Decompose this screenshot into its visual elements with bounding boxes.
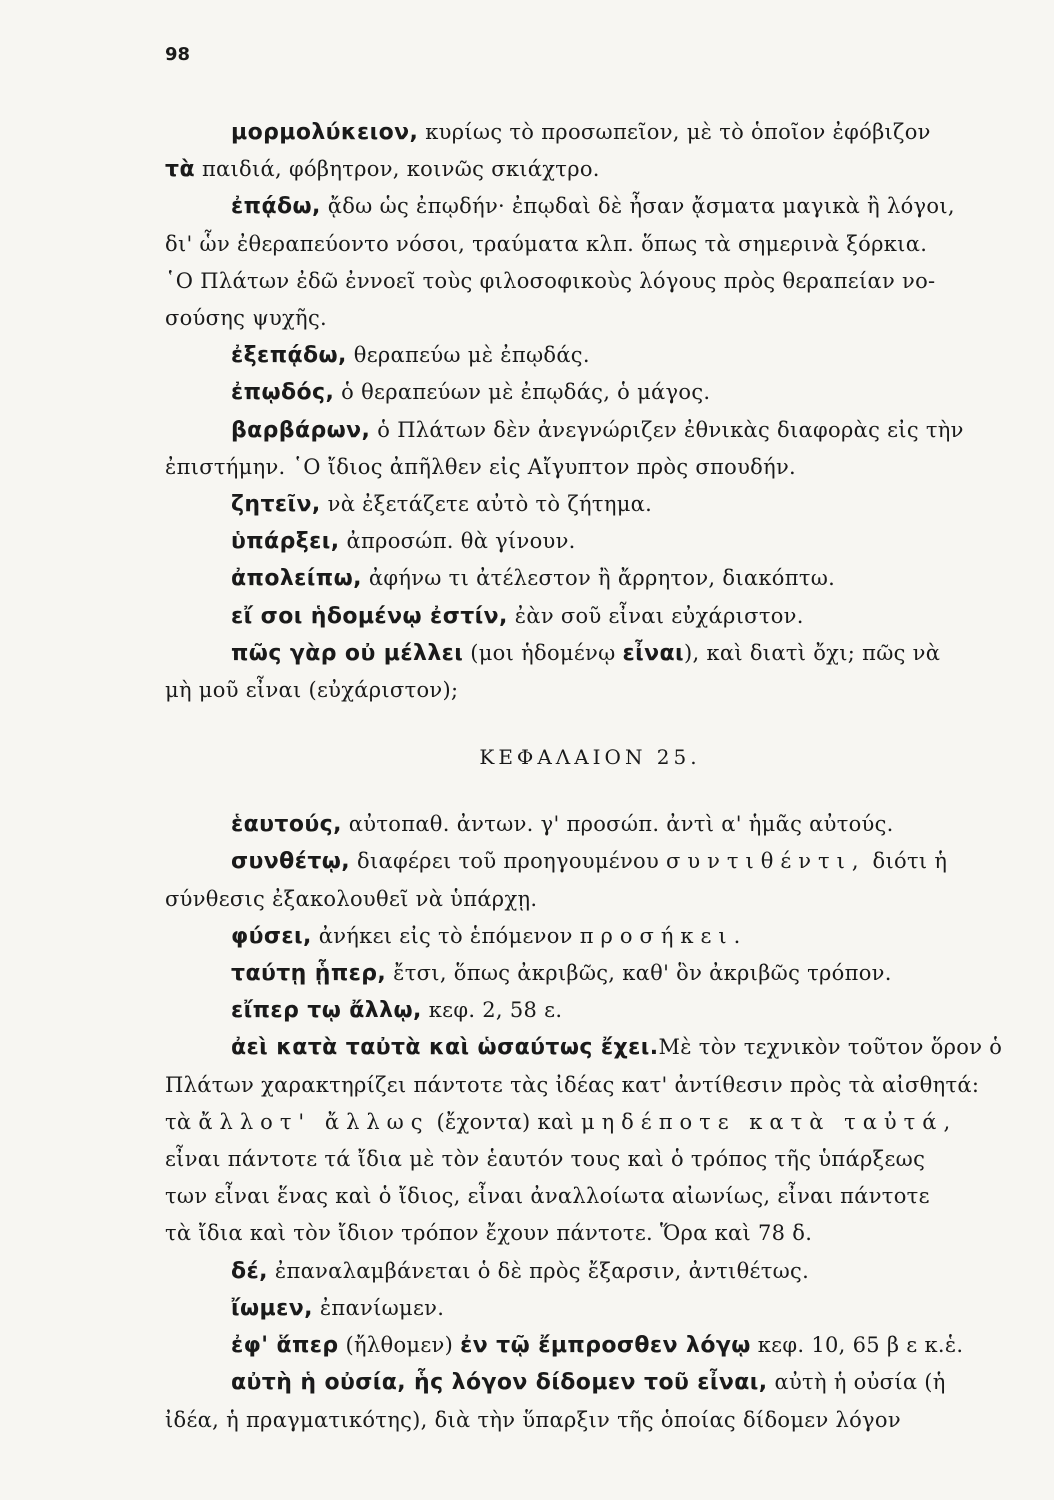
- entry-line: [165, 486, 1015, 523]
- text-line: σύνθεσις ἐξακολουθεῖ νὰ ὑπάρχῃ.: [165, 886, 538, 911]
- text-line: σούσης ψυχῆς.: [165, 306, 327, 331]
- entry-line: [165, 1029, 1015, 1066]
- headword: εἴ σοι ἡδομένῳ ἐστίν,: [231, 603, 508, 629]
- page-number: 98: [165, 44, 191, 65]
- text-line: [165, 151, 1015, 188]
- entry-line: [165, 523, 1015, 560]
- headword: ἀεὶ κατὰ ταὐτὰ καὶ ὡσαύτως ἔχει.: [231, 1035, 659, 1061]
- spaced-word: ἄλλοτ' ἄλλως: [198, 1109, 430, 1134]
- entry-line: [165, 1327, 1015, 1364]
- entry-line: [165, 1253, 1015, 1290]
- gloss: κυρίως τὸ προσωπεῖον, μὲ τὸ ὁποῖον ἐφόβιζον: [418, 120, 931, 144]
- headword: φύσει,: [231, 923, 312, 949]
- headword: ταύτῃ ᾗπερ,: [231, 961, 387, 987]
- headword: ὑπάρξει,: [231, 529, 340, 555]
- gloss: (ἔχοντα) καὶ: [429, 1109, 581, 1134]
- entry-line: [165, 1290, 1015, 1327]
- gloss: ἐπανίωμεν.: [312, 1295, 445, 1320]
- entry-line: [165, 992, 1015, 1029]
- headword: αὐτὴ ἡ οὐσία, ἧς λόγον δίδομεν τοῦ εἶναι,: [231, 1370, 768, 1396]
- entry-line: [165, 635, 1015, 672]
- gloss: ἔτσι, ὅπως ἀκριβῶς, καθ' ὃν ἀκριβῶς τρόπον.: [386, 961, 892, 986]
- headword: συνθέτῳ,: [231, 849, 351, 875]
- gloss: θεραπεύω μὲ ἐπῳδάς.: [346, 343, 590, 368]
- gloss: διαφέρει τοῦ προηγουμένου: [350, 849, 667, 874]
- headword: ἴωμεν,: [231, 1295, 313, 1321]
- text-line: των εἶναι ἕνας καὶ ὁ ἴδιος, εἶναι ἀναλλοίωτα αἰωνίως, εἶναι πάντοτε: [165, 1184, 930, 1209]
- headword: μορμολύκειον,: [231, 120, 419, 145]
- entry-line: [165, 843, 1015, 880]
- entry-line: [165, 598, 1015, 635]
- gloss: κεφ. 2, 58 ε.: [421, 998, 563, 1023]
- headword: πῶς γὰρ οὐ μέλλει: [231, 640, 464, 666]
- spaced-word: συντιθέντι,: [666, 849, 866, 874]
- headword: ἐξεπᾴδω,: [231, 343, 347, 369]
- spacer: [165, 776, 1015, 806]
- gloss: ἀφήνω τι ἀτέλεστον ἢ ἄρρητον, διακόπτω.: [361, 566, 836, 591]
- headword: εἴπερ τῳ ἄλλῳ,: [231, 998, 422, 1024]
- gloss: ἐὰν σοῦ εἶναι εὐχάριστον.: [507, 603, 804, 628]
- text-line: ἐπιστήμην. ῾Ο ἴδιος ἀπῆλθεν εἰς Αἴγυπτον πρὸς σπουδήν.: [165, 454, 797, 479]
- text-line: δι' ὧν ἐθεραπεύοντο νόσοι, τραύματα κλπ. ὅπως τὰ σημερινὰ ξόρκια.: [165, 231, 928, 256]
- gloss: αὐτὴ ἡ οὐσία (ἡ: [767, 1370, 946, 1395]
- page-text: [165, 114, 1015, 1439]
- gloss: ᾄδω ὡς ἐπῳδήν· ἐπῳδαὶ δὲ ἦσαν ᾄσματα μαγικὰ ἢ λόγοι,: [320, 194, 955, 219]
- gloss: ἀνήκει εἰς τὸ ἑπόμενον: [311, 923, 580, 948]
- text-line: Πλάτων χαρακτηρίζει πάντοτε τὰς ἰδέας κατ' ἀντίθεσιν πρὸς τὰ αἰσθητά:: [165, 1072, 980, 1097]
- headword: εἶναι: [622, 640, 684, 666]
- headword: τὰ: [165, 157, 195, 183]
- headword: ἑαυτούς,: [231, 812, 342, 838]
- entry-line: [165, 374, 1015, 411]
- entry-line: [165, 114, 1015, 151]
- chapter-heading: ΚΕΦΑΛΑΙΟΝ 25.: [479, 745, 701, 770]
- gloss: ὁ θεραπεύων μὲ ἐπῳδάς, ὁ μάγος.: [334, 380, 711, 405]
- gloss: (ἤλθομεν): [338, 1333, 461, 1358]
- gloss: ἐπαναλαμβάνεται ὁ δὲ πρὸς ἔξαρσιν, ἀντιθέτως.: [267, 1258, 810, 1283]
- gloss: αὐτοπαθ. ἀντων. γ' προσώπ. ἀντὶ α' ἡμᾶς αὐτούς.: [341, 812, 894, 837]
- gloss: τὰ: [165, 1109, 199, 1134]
- gloss: (μοι ἡδομένῳ: [463, 640, 623, 665]
- entry-line: [165, 806, 1015, 843]
- text-line: [165, 1104, 1015, 1141]
- text-line: τὰ ἴδια καὶ τὸν ἴδιον τρόπον ἔχουν πάντοτε. Ὅρα καὶ 78 δ.: [165, 1221, 813, 1246]
- gloss: παιδιά, φόβητρον, κοινῶς σκιάχτρο.: [194, 157, 600, 182]
- text-line: ῾Ο Πλάτων ἐδῶ ἐννοεῖ τοὺς φιλοσοφικοὺς λόγους πρὸς θεραπείαν νο-: [165, 268, 936, 293]
- spaced-word: προσήκει.: [579, 923, 748, 948]
- headword: ζητεῖν,: [231, 492, 321, 518]
- entry-line: [165, 337, 1015, 374]
- headword: βαρβάρων,: [231, 417, 371, 443]
- headword: ἐφ' ἅπερ: [231, 1333, 339, 1359]
- text-line: ἰδέα, ἡ πραγματικότης), διὰ τὴν ὕπαρξιν τῆς ὁποίας δίδομεν λόγον: [165, 1407, 901, 1432]
- text-line: εἶναι πάντοτε τά ἴδια μὲ τὸν ἑαυτόν τους καὶ ὁ τρόπος τῆς ὑπάρξεως: [165, 1147, 926, 1172]
- entry-line: [165, 560, 1015, 597]
- gloss: ), καὶ διατὶ ὄχι; πῶς νὰ: [684, 640, 941, 665]
- entry-line: [165, 1364, 1015, 1401]
- headword: δέ,: [231, 1258, 268, 1284]
- entry-line: [165, 188, 1015, 225]
- spacer: [165, 709, 1015, 739]
- gloss: διότι ἡ: [865, 849, 948, 874]
- headword: ἀπολείπω,: [231, 566, 362, 592]
- spaced-word: μηδέποτε κατὰ ταὐτά,: [580, 1109, 958, 1134]
- gloss: κεφ. 10, 65 β ε κ.ἑ.: [750, 1333, 964, 1358]
- headword: ἐπῳδός,: [231, 380, 335, 406]
- text-line: μὴ μοῦ εἶναι (εὐχάριστον);: [165, 678, 459, 703]
- gloss: ὁ Πλάτων δὲν ἀνεγνώριζεν ἐθνικὰς διαφορὰς εἰς τὴν: [370, 417, 964, 442]
- gloss: Μὲ τὸν τεχνικὸν τοῦτον ὅρον ὁ: [658, 1035, 1003, 1060]
- gloss: νὰ ἐξετάζετε αὐτὸ τὸ ζήτημα.: [320, 492, 653, 517]
- headword: ἐπᾴδω,: [231, 194, 321, 220]
- entry-line: [165, 412, 1015, 449]
- headword: ἐν τῷ ἔμπροσθεν λόγῳ: [460, 1333, 751, 1359]
- entry-line: [165, 918, 1015, 955]
- gloss: ἀπροσώπ. θὰ γίνουν.: [339, 529, 576, 554]
- entry-line: [165, 955, 1015, 992]
